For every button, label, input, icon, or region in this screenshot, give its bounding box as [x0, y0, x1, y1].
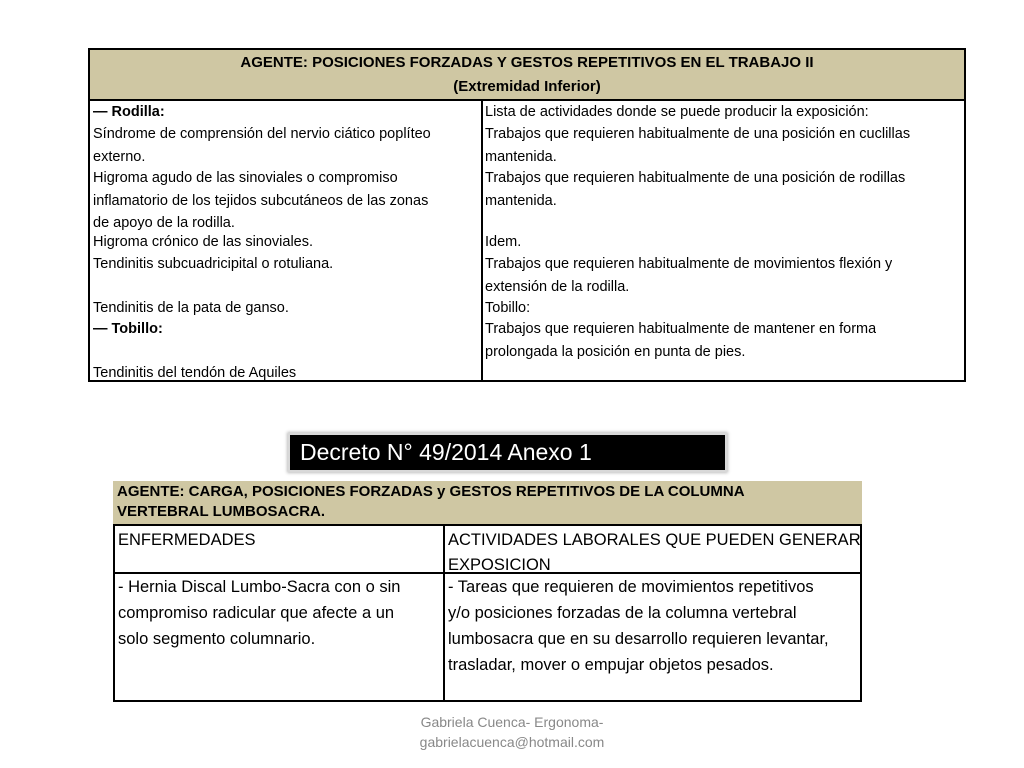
decreto-title: Decreto N° 49/2014 Anexo 1	[288, 433, 727, 472]
column-divider	[443, 526, 445, 700]
columna-table-header-line: AGENTE: CARGA, POSICIONES FORZADAS y GESTOS REPETITIVOS DE LA COLUMNA	[117, 483, 745, 500]
table-header	[90, 50, 964, 101]
table-header-title: AGENTE: POSICIONES FORZADAS Y GESTOS REPETITIVOS EN EL TRABAJO II	[240, 54, 814, 71]
activity-item: extensión de la rodilla.	[485, 279, 630, 295]
activity-line: lumbosacra que en su desarrollo requieren levantar,	[448, 630, 829, 648]
columna-lumbosacra-table	[113, 524, 862, 702]
col-header-actividades: EXPOSICION	[448, 556, 551, 572]
footer	[362, 712, 662, 752]
rodilla-heading: — Rodilla:	[93, 104, 165, 120]
activity-item: mantenida.	[485, 149, 557, 165]
activity-item: mantenida.	[485, 193, 557, 209]
columna-table-header-line: VERTEBRAL LUMBOSACRA.	[117, 503, 326, 520]
table-body	[90, 101, 964, 380]
columna-table-header	[113, 481, 862, 524]
activity-line: - Tareas que requieren de movimientos repetitivos	[448, 578, 814, 596]
activities-intro: Lista de actividades donde se puede producir la exposición:	[485, 104, 869, 120]
activity-item: Trabajos que requieren habitualmente de una posición de rodillas	[485, 170, 906, 186]
activity-item: prolongada la posición en punta de pies.	[485, 344, 746, 360]
column-divider	[481, 101, 483, 380]
col-header-actividades: ACTIVIDADES LABORALES QUE PUEDEN GENERAR	[448, 531, 861, 549]
activity-item: Trabajos que requieren habitualmente de mantener en forma	[485, 321, 877, 337]
footer-email: gabrielacuenca@hotmail.com	[419, 734, 605, 750]
disease-line: compromiso radicular que afecte a un	[118, 604, 395, 622]
tobillo-heading: — Tobillo:	[93, 321, 163, 337]
disease-item: Síndrome de comprensión del nervio ciático poplíteo	[93, 126, 431, 142]
disease-item: Tendinitis subcuadricipital o rotuliana.	[93, 256, 334, 272]
activity-item: Trabajos que requieren habitualmente de una posición en cuclillas	[485, 126, 911, 142]
disease-item: inflamatorio de los tejidos subcutáneos de las zonas	[93, 193, 429, 209]
disease-item: Higroma agudo de las sinoviales o compromiso	[93, 170, 398, 186]
disease-line: solo segmento columnario.	[118, 630, 316, 648]
table-header-subtitle: (Extremidad Inferior)	[453, 78, 601, 95]
extremidad-inferior-table	[88, 48, 966, 382]
disease-item: de apoyo de la rodilla.	[93, 215, 235, 231]
footer-author: Gabriela Cuenca- Ergonoma-	[420, 714, 604, 730]
activity-item: Idem.	[485, 234, 522, 250]
disease-item: externo.	[93, 149, 146, 165]
activity-line: trasladar, mover o empujar objetos pesados.	[448, 656, 774, 674]
col-header-enfermedades: ENFERMEDADES	[118, 531, 256, 549]
disease-item: Higroma crónico de las sinoviales.	[93, 234, 314, 250]
disease-item: Tendinitis del tendón de Aquiles	[93, 365, 297, 381]
tobillo-label: Tobillo:	[485, 300, 531, 316]
activity-item: Trabajos que requieren habitualmente de movimientos flexión y	[485, 256, 893, 272]
disease-item: Tendinitis de la pata de ganso.	[93, 300, 289, 316]
activity-line: y/o posiciones forzadas de la columna vertebral	[448, 604, 797, 622]
disease-line: - Hernia Discal Lumbo-Sacra con o sin	[118, 578, 401, 596]
